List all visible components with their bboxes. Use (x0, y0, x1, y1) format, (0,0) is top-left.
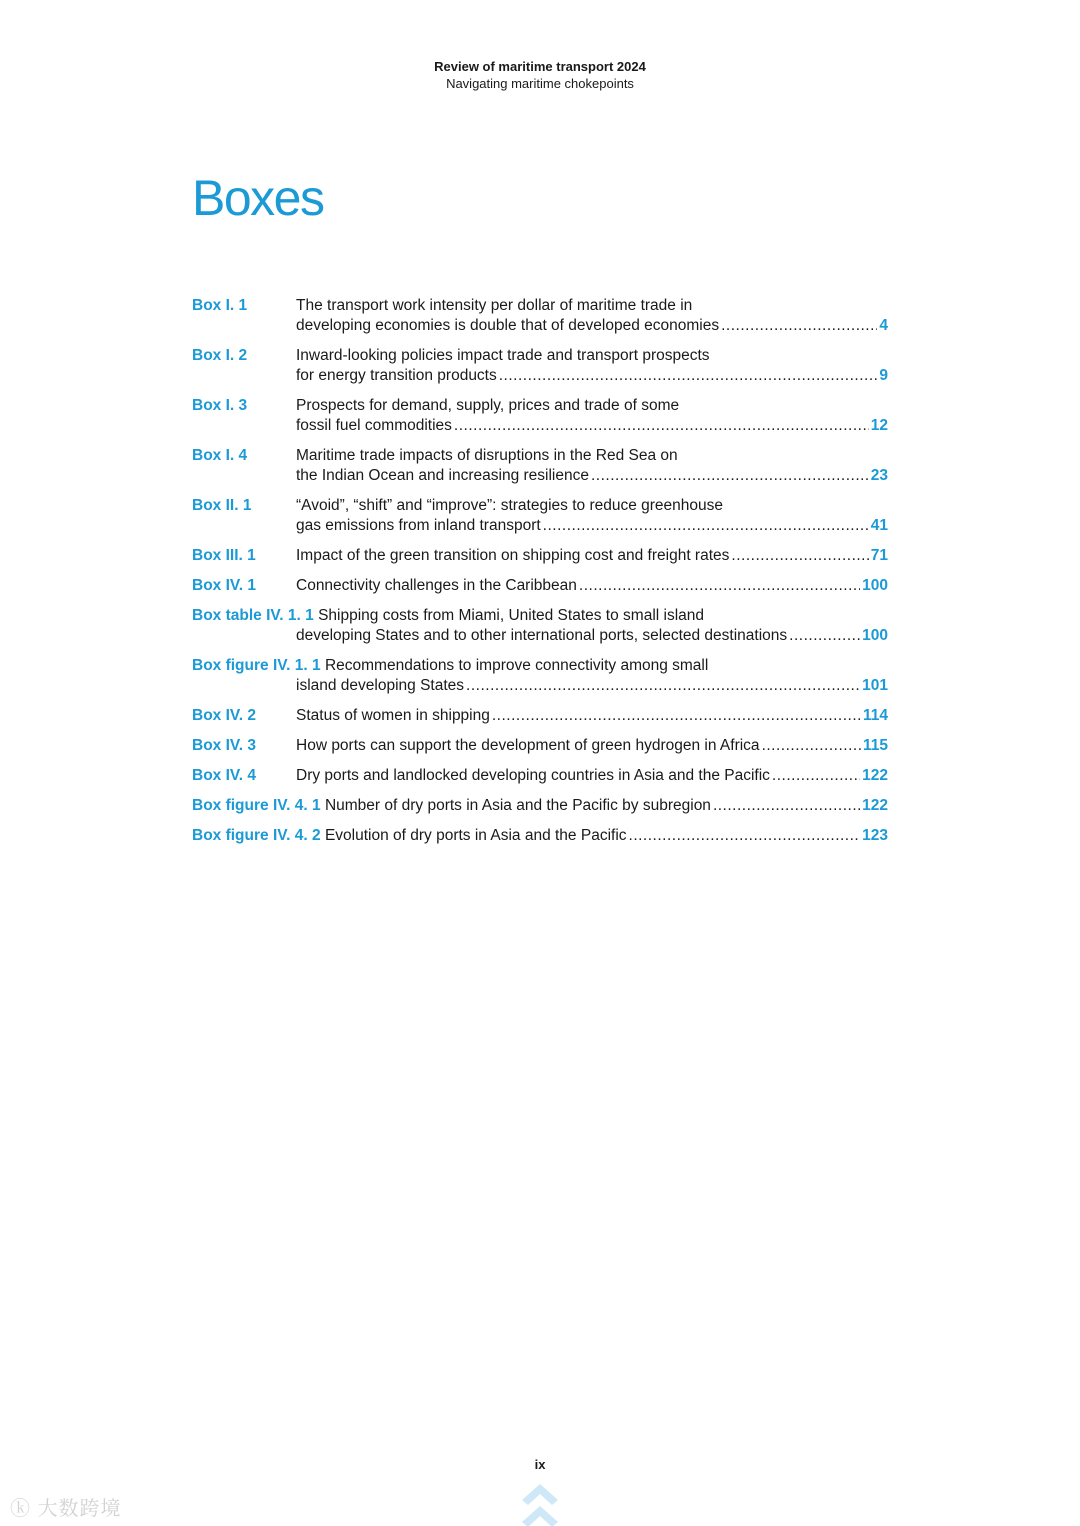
entry-title-line2: gas emissions from inland transport (296, 517, 541, 534)
header-title: Review of maritime transport 2024 (434, 59, 646, 74)
dot-leader (721, 316, 877, 336)
dot-leader (543, 516, 869, 536)
entry-title-line1: The transport work intensity per dollar of maritime trade in (296, 297, 693, 314)
dot-leader (731, 546, 868, 566)
page-number: ix (534, 1457, 546, 1472)
entry-label[interactable]: Box figure IV. 1. 1 (192, 657, 321, 674)
dot-leader (579, 576, 860, 596)
toc-entry[interactable] (192, 576, 888, 596)
entry-page-number[interactable]: 122 (862, 767, 888, 784)
entry-label[interactable]: Box I. 3 (192, 397, 248, 414)
entry-label[interactable]: Box IV. 2 (192, 707, 257, 724)
entry-label[interactable]: Box IV. 1 (192, 577, 257, 594)
entry-title: Connectivity challenges in the Caribbean (296, 577, 577, 594)
entry-title: Evolution of dry ports in Asia and the Pacific (324, 827, 627, 844)
entry-title-line1: “Avoid”, “shift” and “improve”: strategies to reduce greenhouse (296, 497, 724, 514)
entry-label[interactable]: Box table IV. 1. 1 (192, 607, 314, 624)
dot-leader (499, 366, 878, 386)
entry-page-number[interactable]: 100 (862, 627, 888, 644)
entry-page-number[interactable]: 115 (862, 737, 888, 754)
entry-page-number[interactable]: 114 (862, 707, 888, 724)
entry-title-line2: the Indian Ocean and increasing resilience (296, 467, 589, 484)
header-subtitle: Navigating maritime chokepoints (446, 76, 634, 91)
entry-title-line1: Prospects for demand, supply, prices and trade of some (296, 397, 680, 414)
dot-leader (454, 416, 869, 436)
toc-entry[interactable] (192, 606, 888, 646)
entry-label[interactable]: Box figure IV. 4. 2 (192, 827, 321, 844)
toc-entry[interactable] (192, 296, 888, 336)
toc-entry[interactable] (192, 546, 888, 566)
entry-page-number[interactable]: 101 (862, 677, 888, 694)
entry-label[interactable]: Box III. 1 (192, 547, 256, 564)
entry-page-number[interactable]: 4 (879, 317, 888, 334)
entry-page-number[interactable]: 123 (862, 827, 888, 844)
toc-entry[interactable] (192, 766, 888, 786)
entry-label[interactable]: Box I. 4 (192, 447, 248, 464)
entry-title: Impact of the green transition on shipping cost and freight rates (296, 547, 730, 564)
toc-entry[interactable] (192, 656, 888, 696)
entry-label[interactable]: Box IV. 4 (192, 767, 257, 784)
entry-title-line1: Shipping costs from Miami, United States to small island (318, 607, 705, 624)
watermark-text: 大数跨境 (37, 1498, 122, 1520)
dot-leader (772, 766, 860, 786)
entry-page-number[interactable]: 122 (862, 797, 888, 814)
page-title: Boxes (192, 170, 324, 226)
entry-title-line2: fossil fuel commodities (296, 417, 452, 434)
toc-entry[interactable] (192, 496, 888, 536)
dot-leader (492, 706, 861, 726)
dot-leader (789, 626, 860, 646)
double-chevron-up-icon[interactable] (522, 1484, 558, 1526)
watermark (10, 1492, 122, 1521)
entry-title: How ports can support the development of green hydrogen in Africa (296, 737, 760, 754)
entry-page-number[interactable]: 41 (870, 517, 888, 534)
entry-label[interactable]: Box I. 2 (192, 347, 248, 364)
dot-leader (762, 736, 861, 756)
entry-title-line1: Recommendations to improve connectivity among small (324, 657, 709, 674)
dot-leader (713, 796, 860, 816)
entry-title-line1: Maritime trade impacts of disruptions in the Red Sea on (296, 447, 678, 464)
entry-page-number[interactable]: 9 (879, 367, 888, 384)
toc-entry[interactable] (192, 346, 888, 386)
running-header (0, 58, 1080, 92)
entry-title: Status of women in shipping (296, 707, 490, 724)
dot-leader (591, 466, 869, 486)
entry-page-number[interactable]: 71 (870, 547, 888, 564)
entry-label[interactable]: Box figure IV. 4. 1 (192, 797, 321, 814)
entry-title-line2: island developing States (296, 677, 465, 694)
entry-label[interactable]: Box I. 1 (192, 297, 248, 314)
dot-leader (629, 826, 861, 846)
entry-label[interactable]: Box II. 1 (192, 497, 252, 514)
toc-entry[interactable] (192, 396, 888, 436)
entry-title-line2: developing economies is double that of developed economies (296, 317, 720, 334)
toc-entry[interactable] (192, 826, 888, 846)
entry-title: Dry ports and landlocked developing countries in Asia and the Pacific (296, 767, 770, 784)
entry-label[interactable]: Box IV. 3 (192, 737, 257, 754)
toc-list (192, 296, 888, 856)
toc-entry[interactable] (192, 446, 888, 486)
entry-page-number[interactable]: 23 (870, 467, 888, 484)
dot-leader (466, 676, 860, 696)
toc-entry[interactable] (192, 706, 888, 726)
toc-entry[interactable] (192, 796, 888, 816)
entry-page-number[interactable]: 100 (862, 577, 888, 594)
watermark-logo-icon: ⓚ (10, 1498, 31, 1520)
entry-page-number[interactable]: 12 (870, 417, 888, 434)
entry-title-line2: for energy transition products (296, 367, 497, 384)
entry-title: Number of dry ports in Asia and the Pacific by subregion (324, 797, 711, 814)
entry-title-line2: developing States and to other international ports, selected destinations (296, 627, 788, 644)
toc-entry[interactable] (192, 736, 888, 756)
entry-title-line1: Inward-looking policies impact trade and transport prospects (296, 347, 710, 364)
